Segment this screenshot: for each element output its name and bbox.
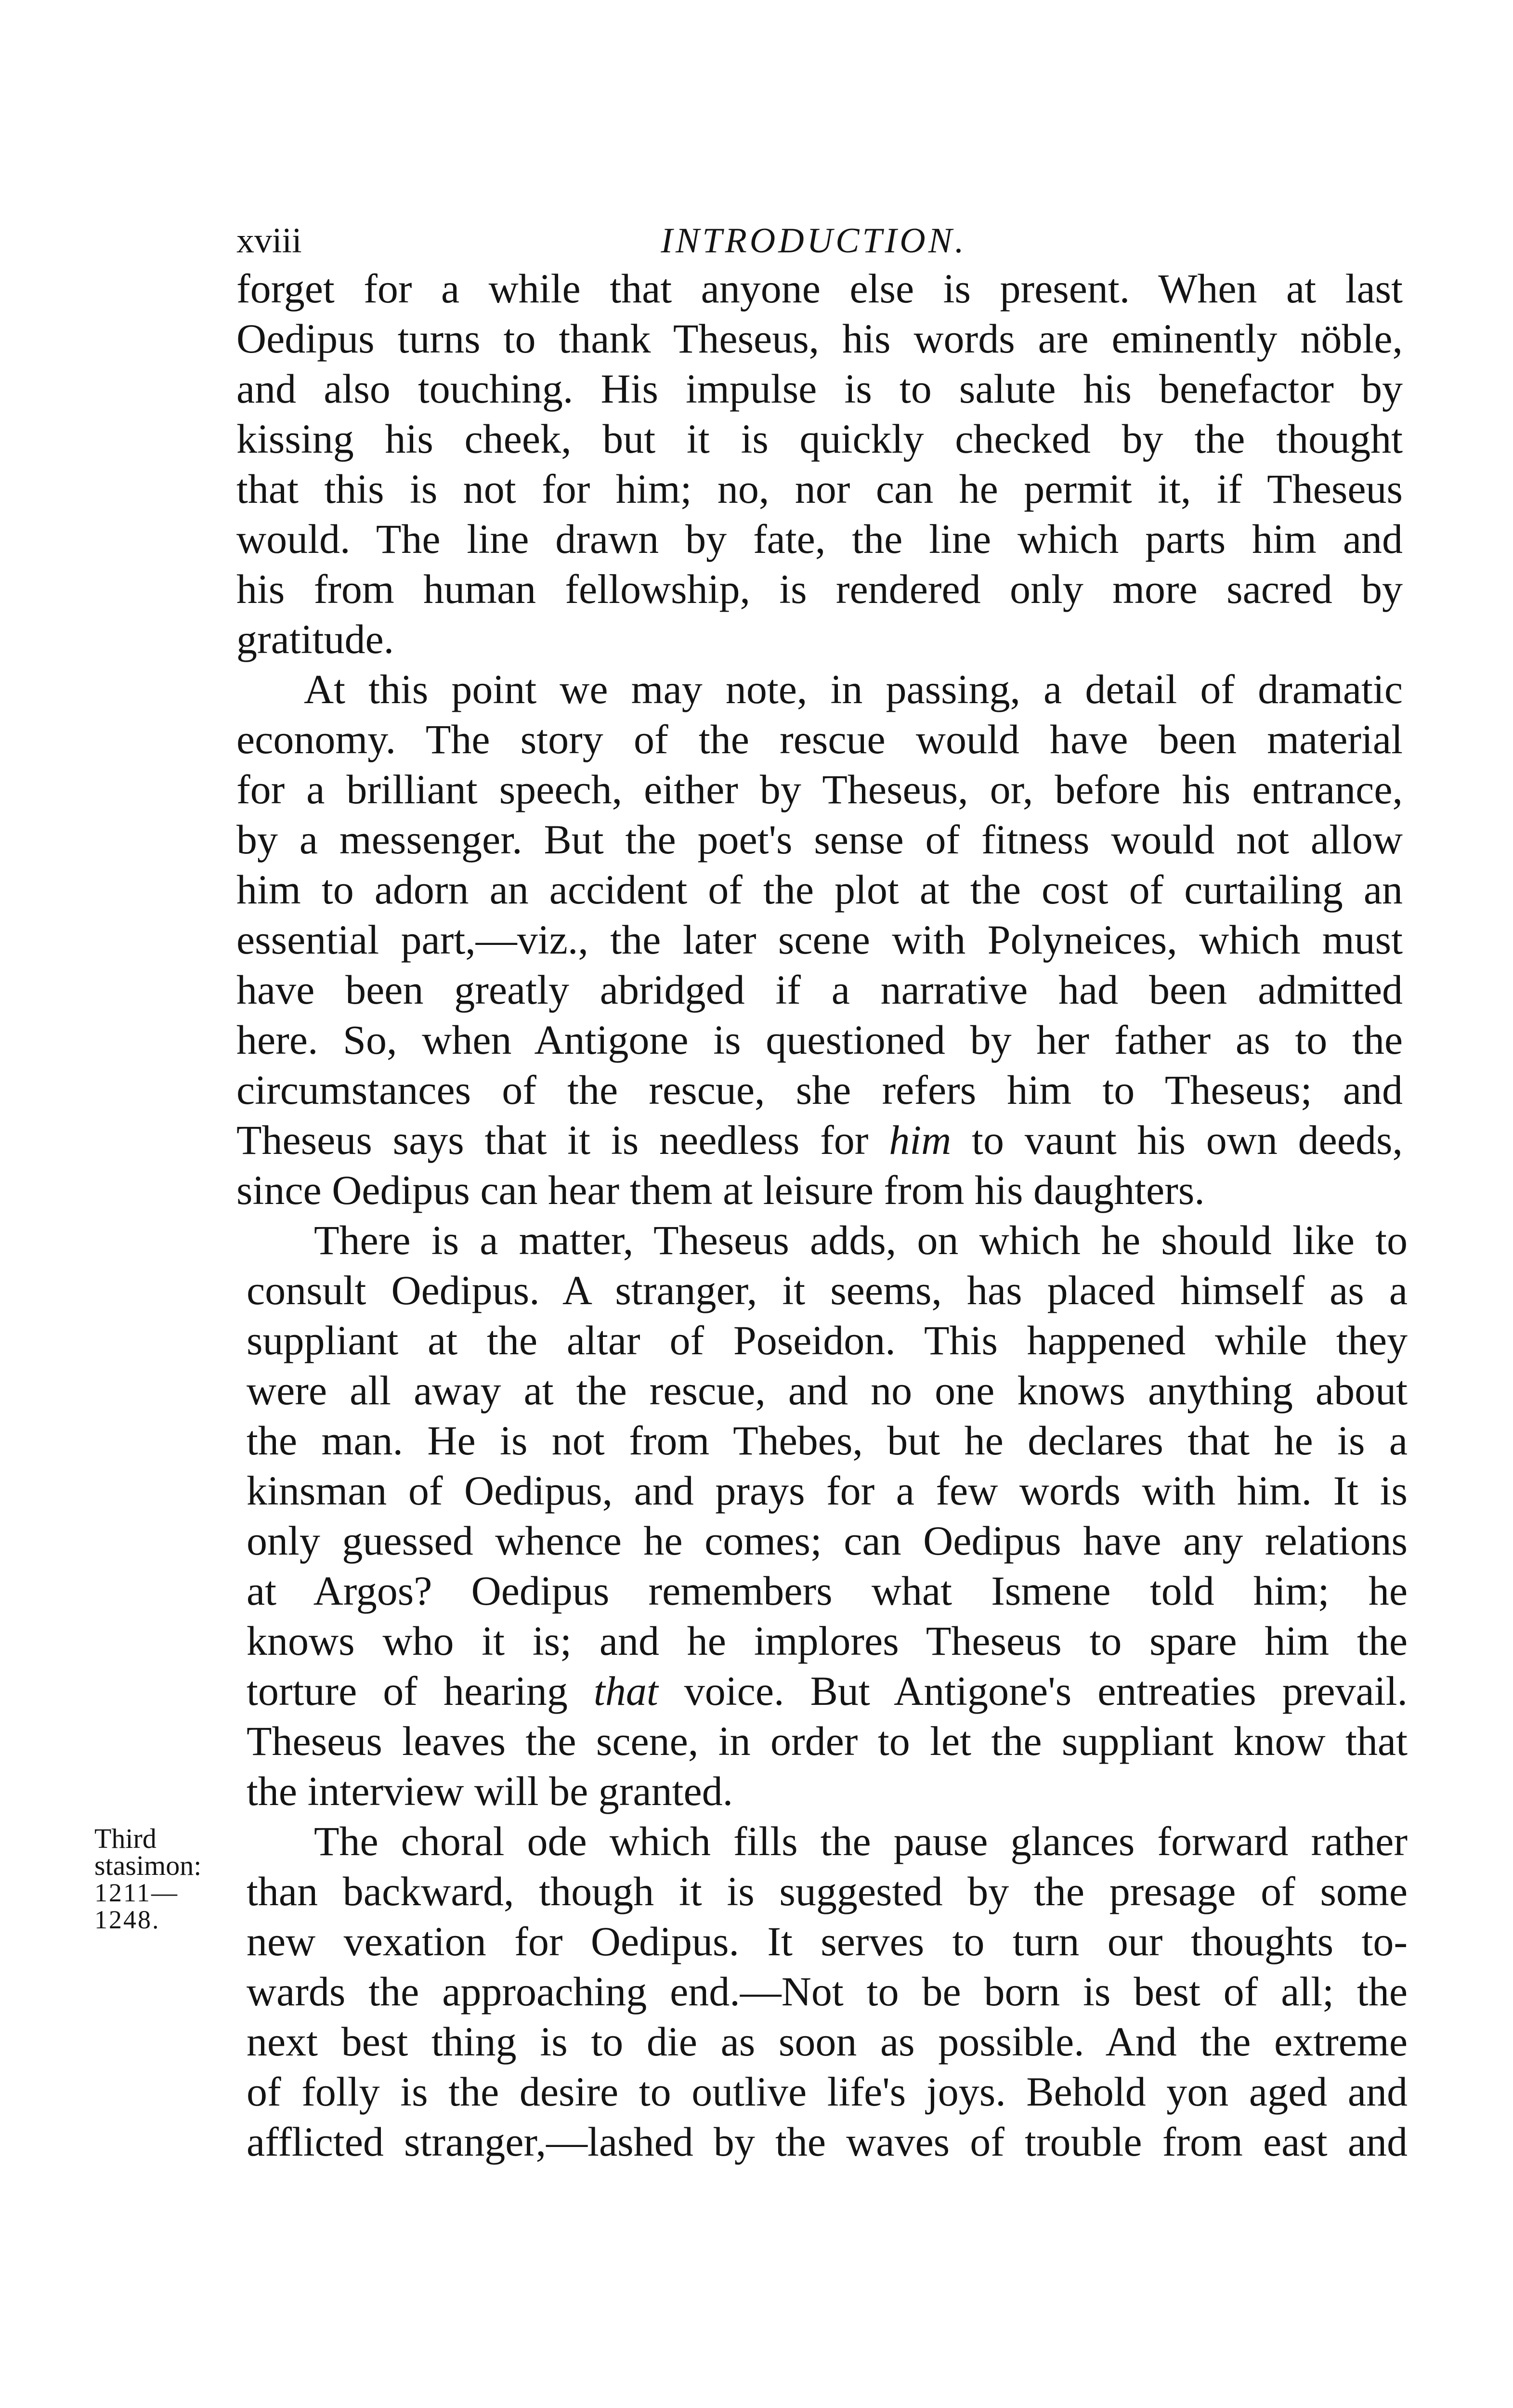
text-segment: consult Oedipus. A stranger, it seems, has placed himself as a (247, 1267, 1408, 1313)
text-line (247, 2117, 1408, 2167)
text-line (247, 2016, 1408, 2067)
text-line (236, 764, 1403, 814)
text-segment: to vaunt his own deeds, (951, 1117, 1403, 1163)
text-line (236, 864, 1403, 915)
text-segment: of folly is the desire to outlive life's joys. Behold yon aged and (247, 2068, 1408, 2115)
text-line (247, 1866, 1408, 1916)
text-line (236, 1065, 1403, 1115)
text-segment: only guessed whence he comes; can Oedipus have any relations (247, 1518, 1408, 1564)
text-segment: his from human fellowship, is rendered only more sacred by (236, 566, 1403, 612)
text-line (236, 965, 1403, 1015)
text-line (247, 1566, 1408, 1616)
text-line (236, 1015, 1403, 1065)
text-segment: than backward, though it is suggested by the presage of some (247, 1868, 1408, 1914)
text-line (247, 1916, 1408, 1966)
page-number: xviii (236, 221, 302, 261)
text-segment: voice. But Antigone's entreaties prevail. (658, 1668, 1408, 1714)
text-segment: would. The line drawn by fate, the line which parts him and (236, 516, 1403, 562)
text-line (314, 1215, 1408, 1265)
italic-text: him (889, 1117, 952, 1163)
text-line (236, 414, 1403, 464)
text-line (314, 1816, 1408, 1866)
text-line (304, 664, 1403, 714)
text-segment: him to adorn an accident of the plot at the cost of curtailing an (236, 866, 1403, 913)
text-segment: suppliant at the altar of Poseidon. This happened while they (247, 1317, 1408, 1363)
text-line (247, 1766, 1408, 1816)
text-line (247, 1365, 1408, 1415)
text-line (236, 263, 1403, 314)
text-line (236, 915, 1403, 965)
text-line (247, 2067, 1408, 2117)
text-line (247, 1466, 1408, 1516)
text-segment: here. So, when Antigone is questioned by her father as to the (236, 1017, 1403, 1063)
text-line (247, 1315, 1408, 1365)
text-segment: for a brilliant speech, either by Theseus, or, before his entrance, (236, 766, 1403, 812)
text-segment: gratitude. (236, 616, 394, 662)
text-segment: at Argos? Oedipus remembers what Ismene told him; he (247, 1568, 1408, 1614)
text-line (236, 514, 1403, 564)
margin-note-line: stasimon: (94, 1850, 202, 1881)
text-segment: There is a matter, Theseus adds, on which he should like to (314, 1217, 1408, 1263)
text-segment: that this is not for him; no, nor can he permit it, if Theseus (236, 466, 1403, 512)
text-line (236, 1165, 1403, 1215)
text-line (236, 1115, 1403, 1165)
text-line (236, 564, 1403, 614)
text-segment: have been greatly abridged if a narrative had been admitted (236, 967, 1403, 1013)
text-line (236, 314, 1403, 364)
text-line (247, 1516, 1408, 1566)
text-segment: economy. The story of the rescue would have been material (236, 716, 1403, 762)
text-line (247, 1666, 1408, 1716)
margin-note (94, 1825, 201, 1933)
text-line (236, 814, 1403, 864)
text-segment: wards the approaching end.—Not to be born is best of all; the (247, 1968, 1408, 2015)
text-segment: kissing his cheek, but it is quickly checked by the thought (236, 416, 1403, 462)
text-segment: Oedipus turns to thank Theseus, his words are eminently nöble, (236, 315, 1403, 362)
text-segment: The choral ode which fills the pause glances forward rather (314, 1818, 1408, 1864)
text-line (236, 714, 1403, 764)
italic-text: that (593, 1668, 658, 1714)
margin-note-line: Third (94, 1823, 157, 1854)
text-line (236, 464, 1403, 514)
text-line (236, 364, 1403, 414)
text-segment: and also touching. His impulse is to salute his benefactor by (236, 366, 1403, 412)
text-segment: the man. He is not from Thebes, but he declares that he is a (247, 1417, 1408, 1464)
text-segment: kinsman of Oedipus, and prays for a few words with him. It is (247, 1467, 1408, 1514)
text-segment: At this point we may note, in passing, a detail of dramatic (304, 666, 1403, 712)
text-segment: new vexation for Oedipus. It serves to turn our thoughts to- (247, 1918, 1408, 1964)
text-line (236, 614, 1403, 664)
text-segment: next best thing is to die as soon as possible. And the extreme (247, 2018, 1408, 2065)
text-segment: forget for a while that anyone else is present. When at last (236, 265, 1403, 312)
text-segment: Theseus says that it is needless for (236, 1117, 889, 1163)
margin-note-line: 1211— (94, 1878, 179, 1907)
text-segment: torture of hearing (247, 1668, 594, 1714)
text-segment: since Oedipus can hear them at leisure from his daughters. (236, 1167, 1205, 1213)
text-line (247, 1265, 1408, 1315)
text-segment: circumstances of the rescue, she refers him to Theseus; and (236, 1067, 1403, 1113)
running-title: INTRODUCTION. (661, 221, 967, 261)
text-segment: essential part,—viz., the later scene with Polyneices, which must (236, 916, 1403, 963)
text-segment: knows who it is; and he implores Theseus to spare him the (247, 1618, 1408, 1664)
text-line (247, 1716, 1408, 1766)
margin-note-line: 1248. (94, 1905, 160, 1934)
text-segment: the interview will be granted. (247, 1768, 733, 1814)
text-segment: were all away at the rescue, and no one knows anything about (247, 1367, 1408, 1413)
text-line (247, 1415, 1408, 1466)
text-line (247, 1616, 1408, 1666)
text-segment: by a messenger. But the poet's sense of fitness would not allow (236, 816, 1403, 863)
text-line (247, 1966, 1408, 2016)
text-segment: Theseus leaves the scene, in order to let the suppliant know that (247, 1718, 1408, 1764)
text-segment: afflicted stranger,—lashed by the waves of trouble from east and (247, 2119, 1408, 2165)
